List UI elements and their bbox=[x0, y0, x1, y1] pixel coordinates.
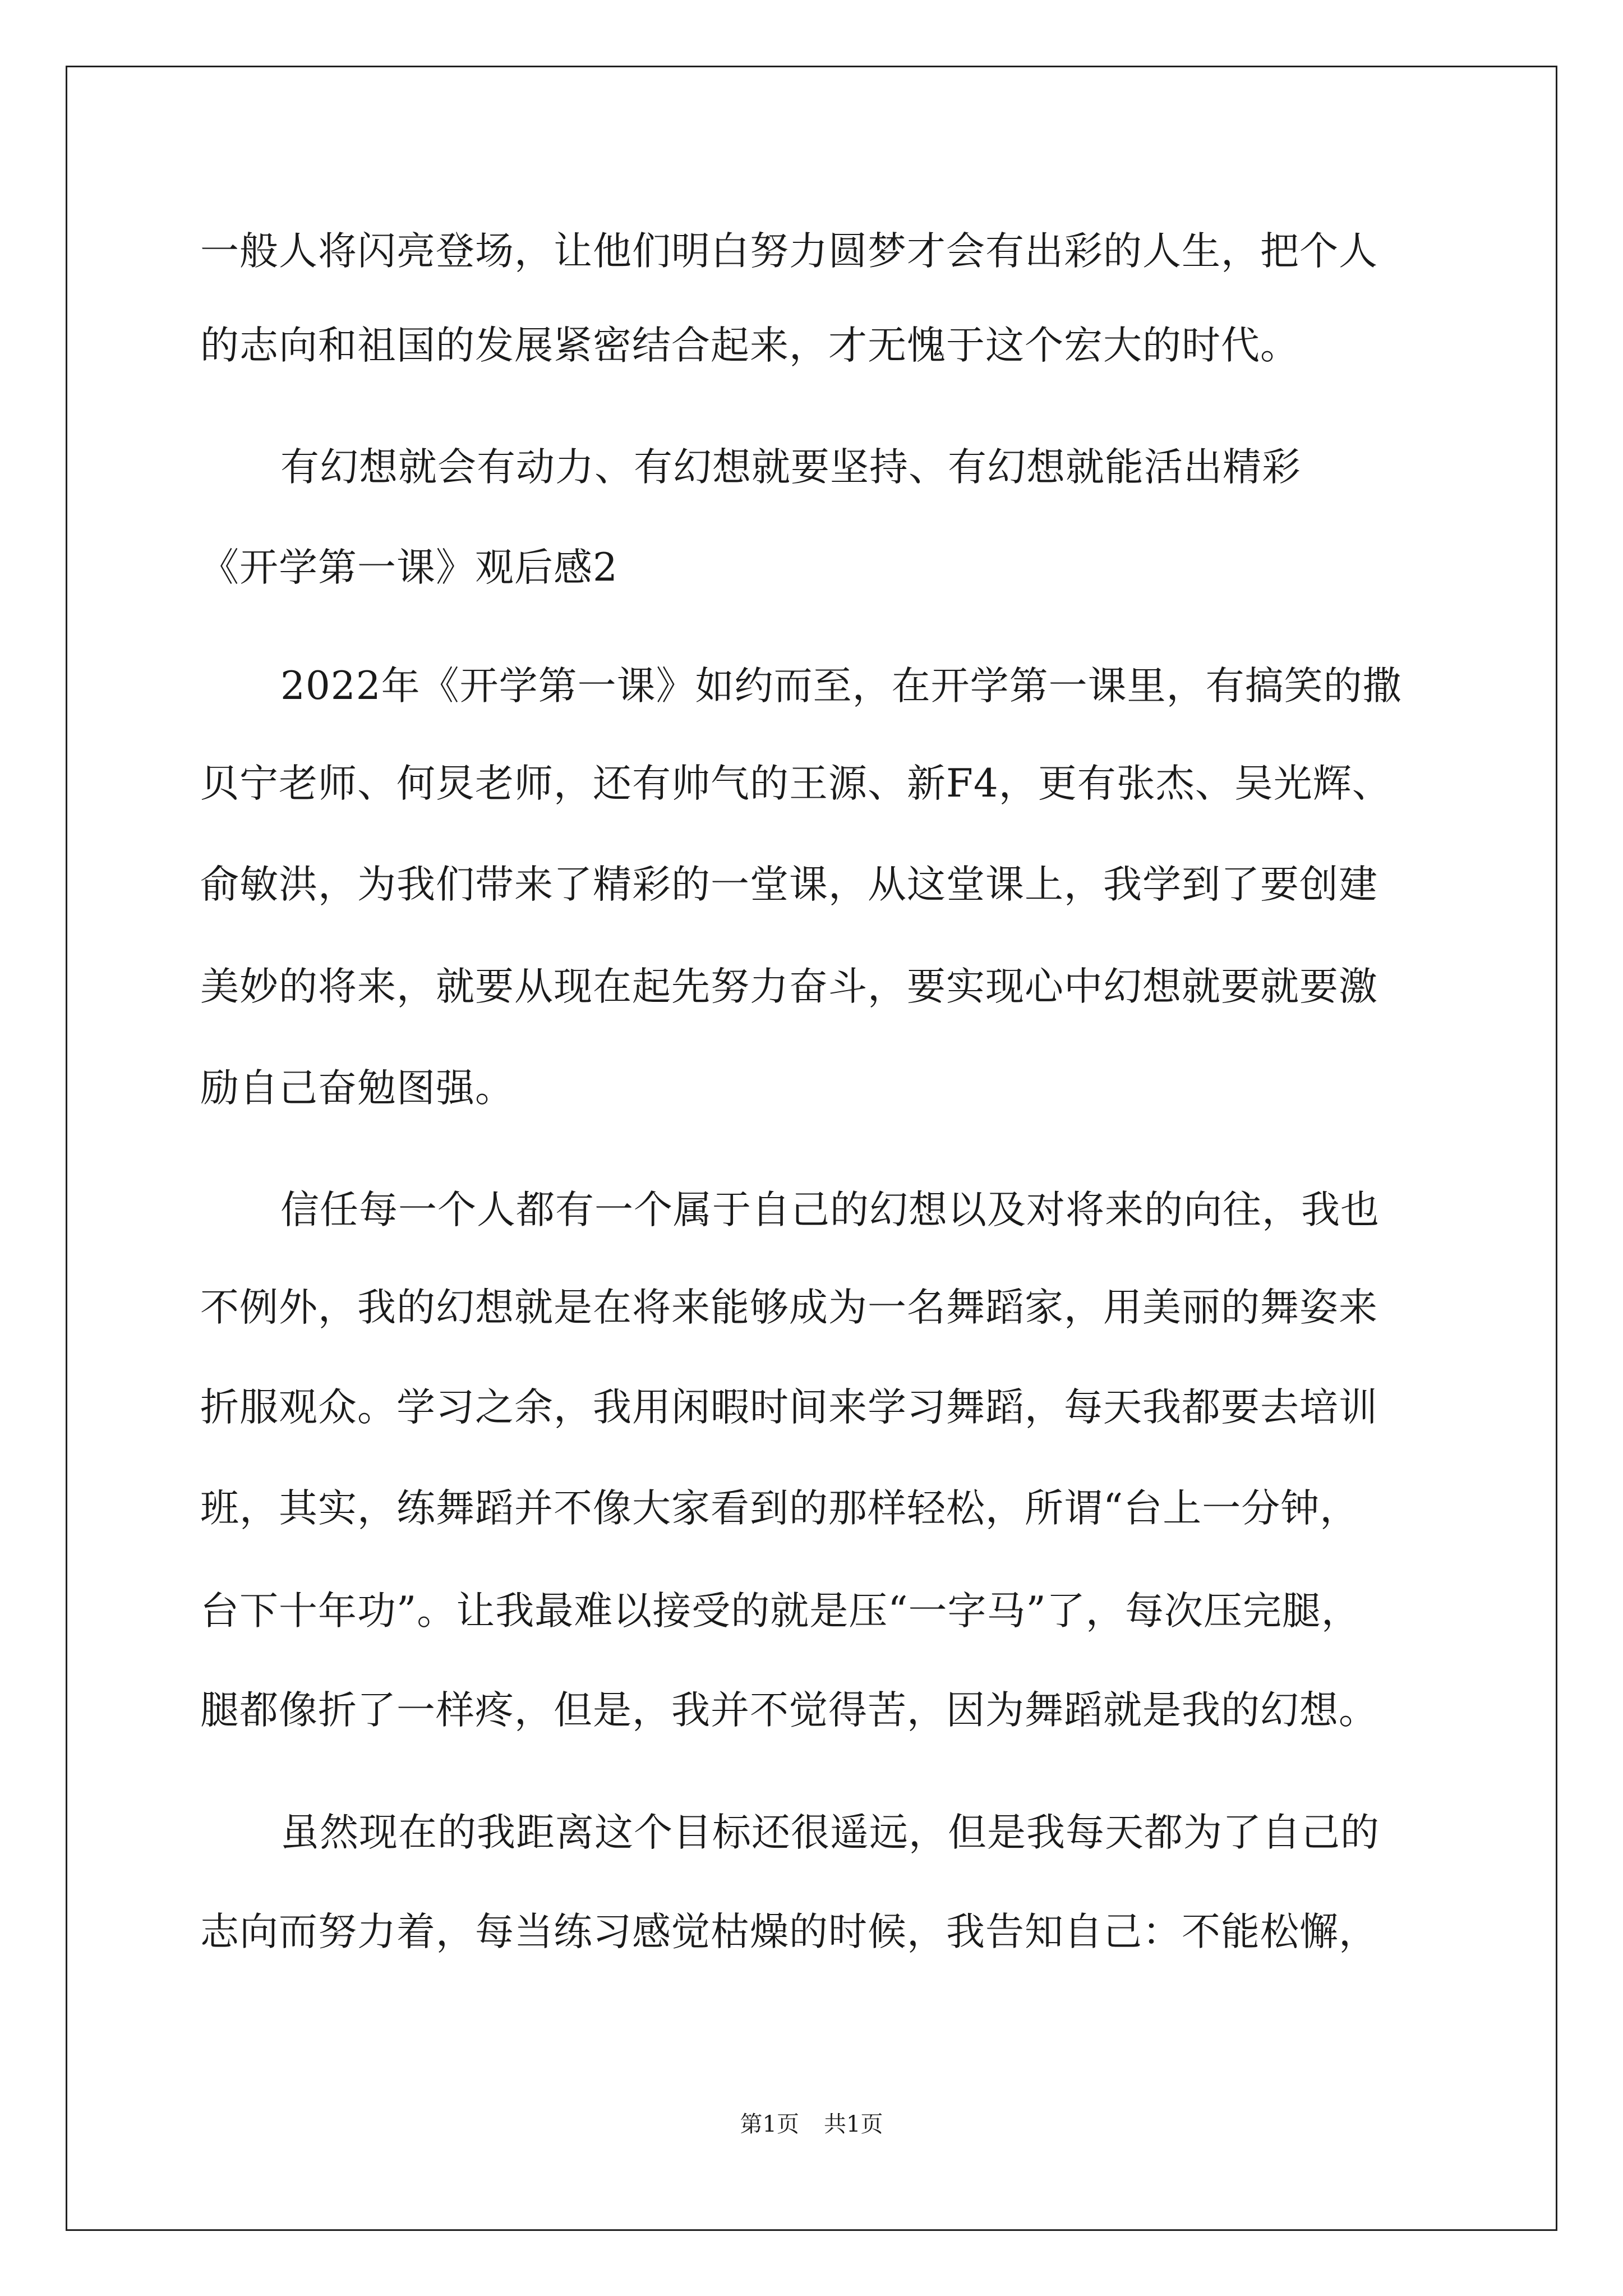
text-line: 腿都像折了一样疼，但是，我并不觉得苦，因为舞蹈就是我的幻想。 bbox=[200, 1688, 1378, 1733]
text-line: 美妙的将来，就要从现在起先努力奋斗，要实现心中幻想就要就要激 bbox=[200, 964, 1378, 1009]
text-line: 俞敏洪，为我们带来了精彩的一堂课，从这堂课上，我学到了要创建 bbox=[200, 862, 1378, 907]
page-number-current: 第1页 bbox=[740, 2111, 799, 2137]
text-line: 志向而努力着，每当练习感觉枯燥的时候，我告知自己：不能松懈， bbox=[200, 1910, 1378, 1954]
page-border bbox=[66, 66, 1557, 2231]
paragraph-first-line: 信任每一个人都有一个属于自己的幻想以及对将来的向往，我也 bbox=[280, 1188, 1380, 1232]
text-line: 励自己奋勉图强。 bbox=[200, 1066, 514, 1111]
paragraph-first-line: 虽然现在的我距离这个目标还很遥远，但是我每天都为了自己的 bbox=[280, 1810, 1380, 1855]
text-line: 贝宁老师、何炅老师，还有帅气的王源、新F4，更有张杰、吴光辉、 bbox=[200, 761, 1391, 806]
text-line: 的志向和祖国的发展紧密结合起来，才无愧于这个宏大的时代。 bbox=[200, 323, 1299, 368]
text-line: 班，其实，练舞蹈并不像大家看到的那样轻松，所谓“台上一分钟， bbox=[200, 1486, 1359, 1531]
paragraph-first-line: 2022年《开学第一课》如约而至，在开学第一课里，有搞笑的撒 bbox=[280, 664, 1402, 708]
text-line: 一般人将闪亮登场，让他们明白努力圆梦才会有出彩的人生，把个人 bbox=[200, 229, 1378, 274]
text-line: 不例外，我的幻想就是在将来能够成为一名舞蹈家，用美丽的舞姿来 bbox=[200, 1285, 1378, 1330]
section-heading: 《开学第一课》观后感2 bbox=[200, 545, 618, 590]
text-line: 折服观众。学习之余，我用闲暇时间来学习舞蹈，每天我都要去培训 bbox=[200, 1385, 1378, 1430]
paragraph-first-line: 有幻想就会有动力、有幻想就要坚持、有幻想就能活出精彩 bbox=[280, 445, 1301, 490]
text-line: 台下十年功”。让我最难以接受的就是压“一字马”了，每次压完腿， bbox=[200, 1589, 1361, 1634]
page-number-total: 共1页 bbox=[824, 2111, 883, 2137]
page-footer bbox=[0, 2111, 1623, 2138]
